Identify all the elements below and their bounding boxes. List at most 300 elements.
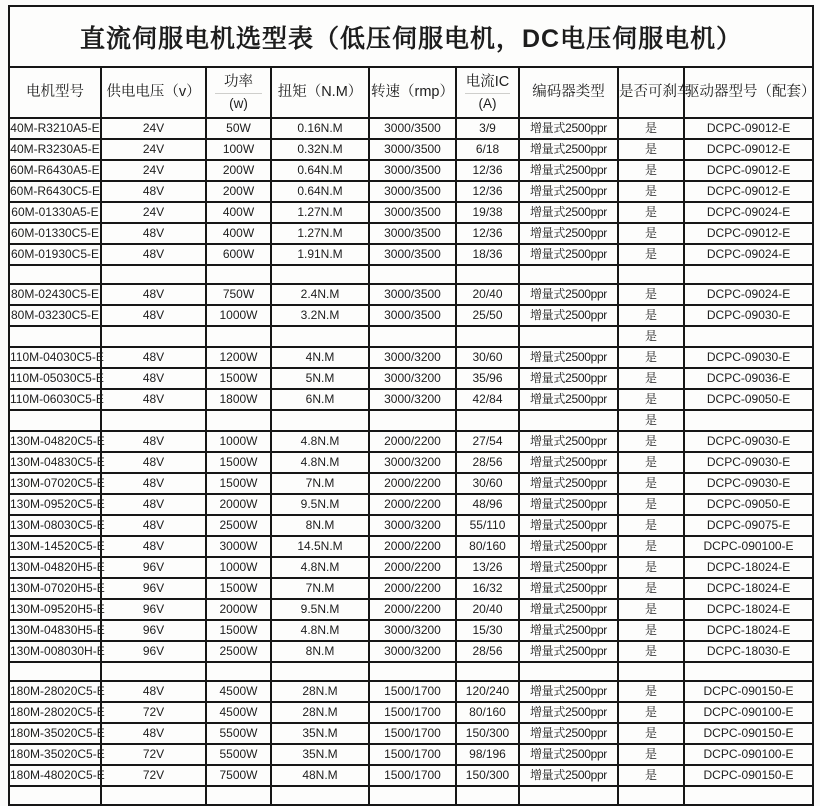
cell-voltage: 24V (101, 202, 206, 223)
header-cell-divider (215, 93, 262, 94)
table-row (9, 494, 813, 515)
cell-brake: 是 (618, 599, 684, 620)
cell-speed: 2000/2200 (369, 557, 456, 578)
cell-power: 2000W (206, 494, 271, 515)
cell-torque (271, 265, 369, 284)
cell-current: 27/54 (456, 431, 519, 452)
table-row (9, 389, 813, 410)
cell-brake (618, 662, 684, 681)
cell-current: 12/36 (456, 181, 519, 202)
cell-voltage: 96V (101, 557, 206, 578)
cell-current: 18/36 (456, 244, 519, 265)
cell-brake: 是 (618, 160, 684, 181)
cell-model: 130M-008030H-E (9, 641, 101, 662)
motor-selection-sheet (8, 5, 816, 806)
cell-speed: 3000/3500 (369, 223, 456, 244)
cell-model: 60M-R6430C5-E (9, 181, 101, 202)
cell-brake: 是 (618, 139, 684, 160)
table-row (9, 557, 813, 578)
cell-voltage: 48V (101, 284, 206, 305)
col-header-current (456, 67, 519, 118)
cell-encoder (519, 786, 618, 805)
cell-torque: 0.64N.M (271, 181, 369, 202)
cell-current: 98/196 (456, 744, 519, 765)
table-row (9, 284, 813, 305)
cell-voltage (101, 786, 206, 805)
cell-speed: 3000/3500 (369, 139, 456, 160)
cell-power: 1500W (206, 620, 271, 641)
cell-speed: 1500/1700 (369, 702, 456, 723)
separator-row (9, 786, 813, 805)
cell-power: 1000W (206, 305, 271, 326)
cell-encoder: 增量式2500ppr (519, 202, 618, 223)
table-row (9, 202, 813, 223)
cell-torque: 1.91N.M (271, 244, 369, 265)
cell-voltage: 48V (101, 181, 206, 202)
cell-torque: 1.27N.M (271, 202, 369, 223)
cell-torque: 7N.M (271, 578, 369, 599)
header-label: 功率 (224, 73, 253, 90)
cell-driver: DCPC-09050-E (684, 389, 813, 410)
header-label: 是否可刹车 (619, 84, 692, 101)
cell-model: 180M-35020C5-E (9, 744, 101, 765)
col-header-speed (369, 67, 456, 118)
cell-power: 400W (206, 202, 271, 223)
cell-current: 80/160 (456, 536, 519, 557)
cell-speed: 3000/3200 (369, 620, 456, 641)
cell-driver: DCPC-09050-E (684, 494, 813, 515)
cell-power (206, 265, 271, 284)
cell-driver: DCPC-09030-E (684, 473, 813, 494)
cell-power: 5500W (206, 744, 271, 765)
cell-driver (684, 786, 813, 805)
table-row (9, 723, 813, 744)
cell-voltage: 48V (101, 305, 206, 326)
cell-driver: DCPC-09012-E (684, 139, 813, 160)
cell-driver: DCPC-09030-E (684, 305, 813, 326)
cell-driver: DCPC-090100-E (684, 536, 813, 557)
cell-voltage: 48V (101, 515, 206, 536)
table-body (9, 118, 813, 805)
cell-speed (369, 662, 456, 681)
cell-model: 60M-01330C5-E (9, 223, 101, 244)
cell-power: 4500W (206, 681, 271, 702)
cell-brake: 是 (618, 284, 684, 305)
cell-driver (684, 410, 813, 431)
cell-brake: 是 (618, 452, 684, 473)
cell-speed: 1500/1700 (369, 744, 456, 765)
cell-brake: 是 (618, 244, 684, 265)
cell-torque: 4.8N.M (271, 431, 369, 452)
cell-torque: 6N.M (271, 389, 369, 410)
cell-power (206, 326, 271, 347)
cell-model: 130M-14520C5-E (9, 536, 101, 557)
cell-speed: 3000/3500 (369, 305, 456, 326)
cell-speed: 2000/2200 (369, 599, 456, 620)
cell-speed: 3000/3200 (369, 515, 456, 536)
cell-power: 1800W (206, 389, 271, 410)
cell-driver: DCPC-18024-E (684, 599, 813, 620)
cell-speed: 3000/3500 (369, 284, 456, 305)
cell-encoder: 增量式2500ppr (519, 620, 618, 641)
cell-power (206, 410, 271, 431)
cell-power: 2500W (206, 641, 271, 662)
cell-power: 2000W (206, 599, 271, 620)
cell-encoder: 增量式2500ppr (519, 641, 618, 662)
cell-model: 180M-28020C5-E (9, 681, 101, 702)
cell-current: 28/56 (456, 452, 519, 473)
cell-model: 130M-04830C5-E (9, 452, 101, 473)
cell-driver: DCPC-09024-E (684, 244, 813, 265)
separator-row (9, 326, 813, 347)
cell-speed: 2000/2200 (369, 536, 456, 557)
cell-current: 55/110 (456, 515, 519, 536)
cell-power: 1500W (206, 473, 271, 494)
cell-speed: 2000/2200 (369, 494, 456, 515)
cell-power: 50W (206, 118, 271, 139)
cell-driver: DCPC-09030-E (684, 431, 813, 452)
cell-speed: 1500/1700 (369, 765, 456, 786)
title-row (9, 6, 813, 67)
cell-power: 5500W (206, 723, 271, 744)
cell-voltage: 72V (101, 765, 206, 786)
table-row (9, 160, 813, 181)
cell-voltage (101, 410, 206, 431)
table-row (9, 599, 813, 620)
cell-voltage: 24V (101, 160, 206, 181)
cell-voltage: 48V (101, 681, 206, 702)
cell-torque: 4.8N.M (271, 452, 369, 473)
cell-voltage: 48V (101, 244, 206, 265)
cell-model: 80M-03230C5-E (9, 305, 101, 326)
cell-model (9, 662, 101, 681)
cell-speed: 3000/3500 (369, 160, 456, 181)
cell-power: 400W (206, 223, 271, 244)
cell-speed: 3000/3500 (369, 202, 456, 223)
cell-current (456, 662, 519, 681)
table-row (9, 139, 813, 160)
cell-encoder: 增量式2500ppr (519, 536, 618, 557)
table-row (9, 536, 813, 557)
motor-selection-table (8, 5, 814, 806)
cell-driver: DCPC-090150-E (684, 723, 813, 744)
cell-model: 60M-R6430A5-E (9, 160, 101, 181)
cell-voltage: 48V (101, 494, 206, 515)
cell-driver: DCPC-090100-E (684, 744, 813, 765)
cell-brake: 是 (618, 410, 684, 431)
cell-voltage: 96V (101, 641, 206, 662)
cell-encoder: 增量式2500ppr (519, 181, 618, 202)
cell-encoder: 增量式2500ppr (519, 494, 618, 515)
cell-driver: DCPC-18030-E (684, 641, 813, 662)
cell-current: 28/56 (456, 641, 519, 662)
col-header-brake (618, 67, 692, 118)
cell-power: 1000W (206, 431, 271, 452)
cell-torque: 9.5N.M (271, 599, 369, 620)
table-row (9, 641, 813, 662)
cell-power (206, 786, 271, 805)
cell-speed: 3000/3500 (369, 181, 456, 202)
cell-model (9, 410, 101, 431)
cell-encoder: 增量式2500ppr (519, 557, 618, 578)
cell-current: 12/36 (456, 160, 519, 181)
cell-driver: DCPC-09012-E (684, 223, 813, 244)
cell-torque (271, 410, 369, 431)
cell-speed: 3000/3200 (369, 389, 456, 410)
cell-current: 13/26 (456, 557, 519, 578)
cell-driver: DCPC-18024-E (684, 578, 813, 599)
cell-model: 40M-R3210A5-E (9, 118, 101, 139)
cell-brake: 是 (618, 536, 684, 557)
cell-encoder (519, 410, 618, 431)
cell-encoder: 增量式2500ppr (519, 702, 618, 723)
cell-brake: 是 (618, 431, 684, 452)
table-row (9, 452, 813, 473)
cell-speed: 1500/1700 (369, 681, 456, 702)
cell-model: 180M-48020C5-E (9, 765, 101, 786)
table-row (9, 431, 813, 452)
cell-driver (684, 662, 813, 681)
cell-driver (684, 265, 813, 284)
cell-brake: 是 (618, 389, 684, 410)
cell-power: 200W (206, 160, 271, 181)
header-unit-label: (A) (478, 95, 497, 111)
cell-model: 180M-35020C5-E (9, 723, 101, 744)
cell-voltage: 96V (101, 578, 206, 599)
cell-current: 42/84 (456, 389, 519, 410)
cell-driver: DCPC-09036-E (684, 368, 813, 389)
cell-encoder: 增量式2500ppr (519, 452, 618, 473)
header-cell-divider (465, 93, 510, 94)
cell-driver: DCPC-09030-E (684, 452, 813, 473)
cell-voltage: 96V (101, 599, 206, 620)
table-row (9, 368, 813, 389)
cell-model: 130M-04820C5-E (9, 431, 101, 452)
cell-driver: DCPC-09024-E (684, 284, 813, 305)
cell-power: 1500W (206, 578, 271, 599)
cell-model (9, 326, 101, 347)
cell-driver: DCPC-09012-E (684, 118, 813, 139)
cell-model: 60M-01330A5-E (9, 202, 101, 223)
cell-encoder: 增量式2500ppr (519, 744, 618, 765)
cell-speed (369, 265, 456, 284)
cell-model: 110M-05030C5-E (9, 368, 101, 389)
cell-encoder: 增量式2500ppr (519, 681, 618, 702)
cell-brake: 是 (618, 557, 684, 578)
cell-power: 100W (206, 139, 271, 160)
cell-encoder: 增量式2500ppr (519, 305, 618, 326)
cell-driver: DCPC-09030-E (684, 347, 813, 368)
cell-speed: 3000/3200 (369, 347, 456, 368)
cell-power: 2500W (206, 515, 271, 536)
page-title: 直流伺服电机选型表（低压伺服电机，DC电压伺服电机） (9, 6, 813, 67)
cell-encoder: 增量式2500ppr (519, 118, 618, 139)
cell-brake: 是 (618, 578, 684, 599)
cell-torque: 0.16N.M (271, 118, 369, 139)
cell-torque: 8N.M (271, 641, 369, 662)
cell-speed: 3000/3200 (369, 641, 456, 662)
cell-model: 130M-09520H5-E (9, 599, 101, 620)
table-row (9, 473, 813, 494)
table-row (9, 515, 813, 536)
table-row (9, 223, 813, 244)
cell-torque: 3.2N.M (271, 305, 369, 326)
cell-brake (618, 265, 684, 284)
cell-power: 1000W (206, 557, 271, 578)
table-row (9, 681, 813, 702)
header-label: 电机型号 (26, 84, 84, 101)
cell-encoder: 增量式2500ppr (519, 368, 618, 389)
cell-torque: 1.27N.M (271, 223, 369, 244)
cell-encoder: 增量式2500ppr (519, 347, 618, 368)
cell-encoder (519, 662, 618, 681)
cell-current: 3/9 (456, 118, 519, 139)
cell-torque (271, 786, 369, 805)
table-row (9, 578, 813, 599)
cell-torque: 35N.M (271, 744, 369, 765)
cell-brake: 是 (618, 473, 684, 494)
cell-torque: 4N.M (271, 347, 369, 368)
cell-voltage (101, 265, 206, 284)
cell-torque: 48N.M (271, 765, 369, 786)
col-header-model (9, 67, 101, 118)
cell-model: 180M-28020C5-E (9, 702, 101, 723)
table-row (9, 765, 813, 786)
cell-brake: 是 (618, 326, 684, 347)
cell-current: 30/60 (456, 473, 519, 494)
header-label: 转速（rmp） (371, 84, 454, 101)
table-row (9, 181, 813, 202)
cell-brake: 是 (618, 765, 684, 786)
cell-torque: 4.8N.M (271, 557, 369, 578)
cell-current: 20/40 (456, 599, 519, 620)
cell-current (456, 786, 519, 805)
cell-encoder: 增量式2500ppr (519, 578, 618, 599)
cell-power: 7500W (206, 765, 271, 786)
cell-model (9, 265, 101, 284)
cell-encoder (519, 326, 618, 347)
cell-voltage: 24V (101, 118, 206, 139)
table-row (9, 244, 813, 265)
cell-voltage (101, 662, 206, 681)
cell-power: 200W (206, 181, 271, 202)
cell-current (456, 265, 519, 284)
cell-speed: 3000/3200 (369, 368, 456, 389)
cell-torque: 7N.M (271, 473, 369, 494)
cell-current: 12/36 (456, 223, 519, 244)
cell-torque: 28N.M (271, 702, 369, 723)
cell-encoder: 增量式2500ppr (519, 389, 618, 410)
cell-encoder: 增量式2500ppr (519, 431, 618, 452)
cell-brake: 是 (618, 305, 684, 326)
cell-driver: DCPC-09012-E (684, 181, 813, 202)
cell-voltage: 48V (101, 223, 206, 244)
cell-model (9, 786, 101, 805)
cell-speed (369, 410, 456, 431)
cell-brake: 是 (618, 181, 684, 202)
col-header-voltage (101, 67, 206, 118)
cell-encoder: 增量式2500ppr (519, 244, 618, 265)
cell-brake: 是 (618, 118, 684, 139)
col-header-torque (271, 67, 369, 118)
cell-encoder (519, 265, 618, 284)
cell-brake: 是 (618, 681, 684, 702)
cell-model: 130M-08030C5-E (9, 515, 101, 536)
cell-model: 60M-01930C5-E (9, 244, 101, 265)
separator-row (9, 265, 813, 284)
cell-torque: 2.4N.M (271, 284, 369, 305)
cell-model: 130M-07020C5-E (9, 473, 101, 494)
cell-brake: 是 (618, 202, 684, 223)
header-label: 扭矩（N.M） (277, 84, 363, 101)
cell-brake: 是 (618, 744, 684, 765)
cell-driver: DCPC-09075-E (684, 515, 813, 536)
cell-driver: DCPC-090150-E (684, 681, 813, 702)
cell-encoder: 增量式2500ppr (519, 515, 618, 536)
cell-encoder: 增量式2500ppr (519, 139, 618, 160)
cell-brake: 是 (618, 494, 684, 515)
cell-brake: 是 (618, 368, 684, 389)
cell-current: 30/60 (456, 347, 519, 368)
cell-encoder: 增量式2500ppr (519, 765, 618, 786)
cell-model: 110M-06030C5-E (9, 389, 101, 410)
cell-speed: 3000/3200 (369, 452, 456, 473)
cell-power: 1500W (206, 452, 271, 473)
cell-brake: 是 (618, 223, 684, 244)
header-label: 电流IC (465, 73, 510, 90)
cell-current: 150/300 (456, 765, 519, 786)
cell-torque: 8N.M (271, 515, 369, 536)
cell-voltage: 48V (101, 723, 206, 744)
cell-voltage: 48V (101, 536, 206, 557)
cell-torque: 4.8N.M (271, 620, 369, 641)
cell-voltage: 48V (101, 473, 206, 494)
table-row (9, 347, 813, 368)
cell-speed: 2000/2200 (369, 431, 456, 452)
cell-power: 1500W (206, 368, 271, 389)
header-label: 供电电压（v） (106, 84, 201, 101)
cell-current: 35/96 (456, 368, 519, 389)
cell-encoder: 增量式2500ppr (519, 473, 618, 494)
cell-speed: 1500/1700 (369, 723, 456, 744)
cell-brake: 是 (618, 347, 684, 368)
cell-current: 20/40 (456, 284, 519, 305)
header-row (9, 67, 813, 118)
cell-encoder: 增量式2500ppr (519, 223, 618, 244)
cell-power: 4500W (206, 702, 271, 723)
cell-torque: 14.5N.M (271, 536, 369, 557)
cell-power: 600W (206, 244, 271, 265)
cell-torque: 9.5N.M (271, 494, 369, 515)
cell-current: 6/18 (456, 139, 519, 160)
cell-voltage: 48V (101, 368, 206, 389)
col-header-power (206, 67, 271, 118)
header-label: 编码器类型 (532, 84, 605, 101)
table-row (9, 744, 813, 765)
cell-voltage: 48V (101, 389, 206, 410)
cell-voltage: 24V (101, 139, 206, 160)
cell-brake: 是 (618, 641, 684, 662)
cell-encoder: 增量式2500ppr (519, 723, 618, 744)
cell-speed (369, 326, 456, 347)
cell-model: 130M-09520C5-E (9, 494, 101, 515)
cell-current: 25/50 (456, 305, 519, 326)
cell-voltage: 48V (101, 347, 206, 368)
cell-voltage: 72V (101, 702, 206, 723)
cell-torque: 5N.M (271, 368, 369, 389)
cell-brake (618, 786, 684, 805)
cell-driver: DCPC-18024-E (684, 557, 813, 578)
